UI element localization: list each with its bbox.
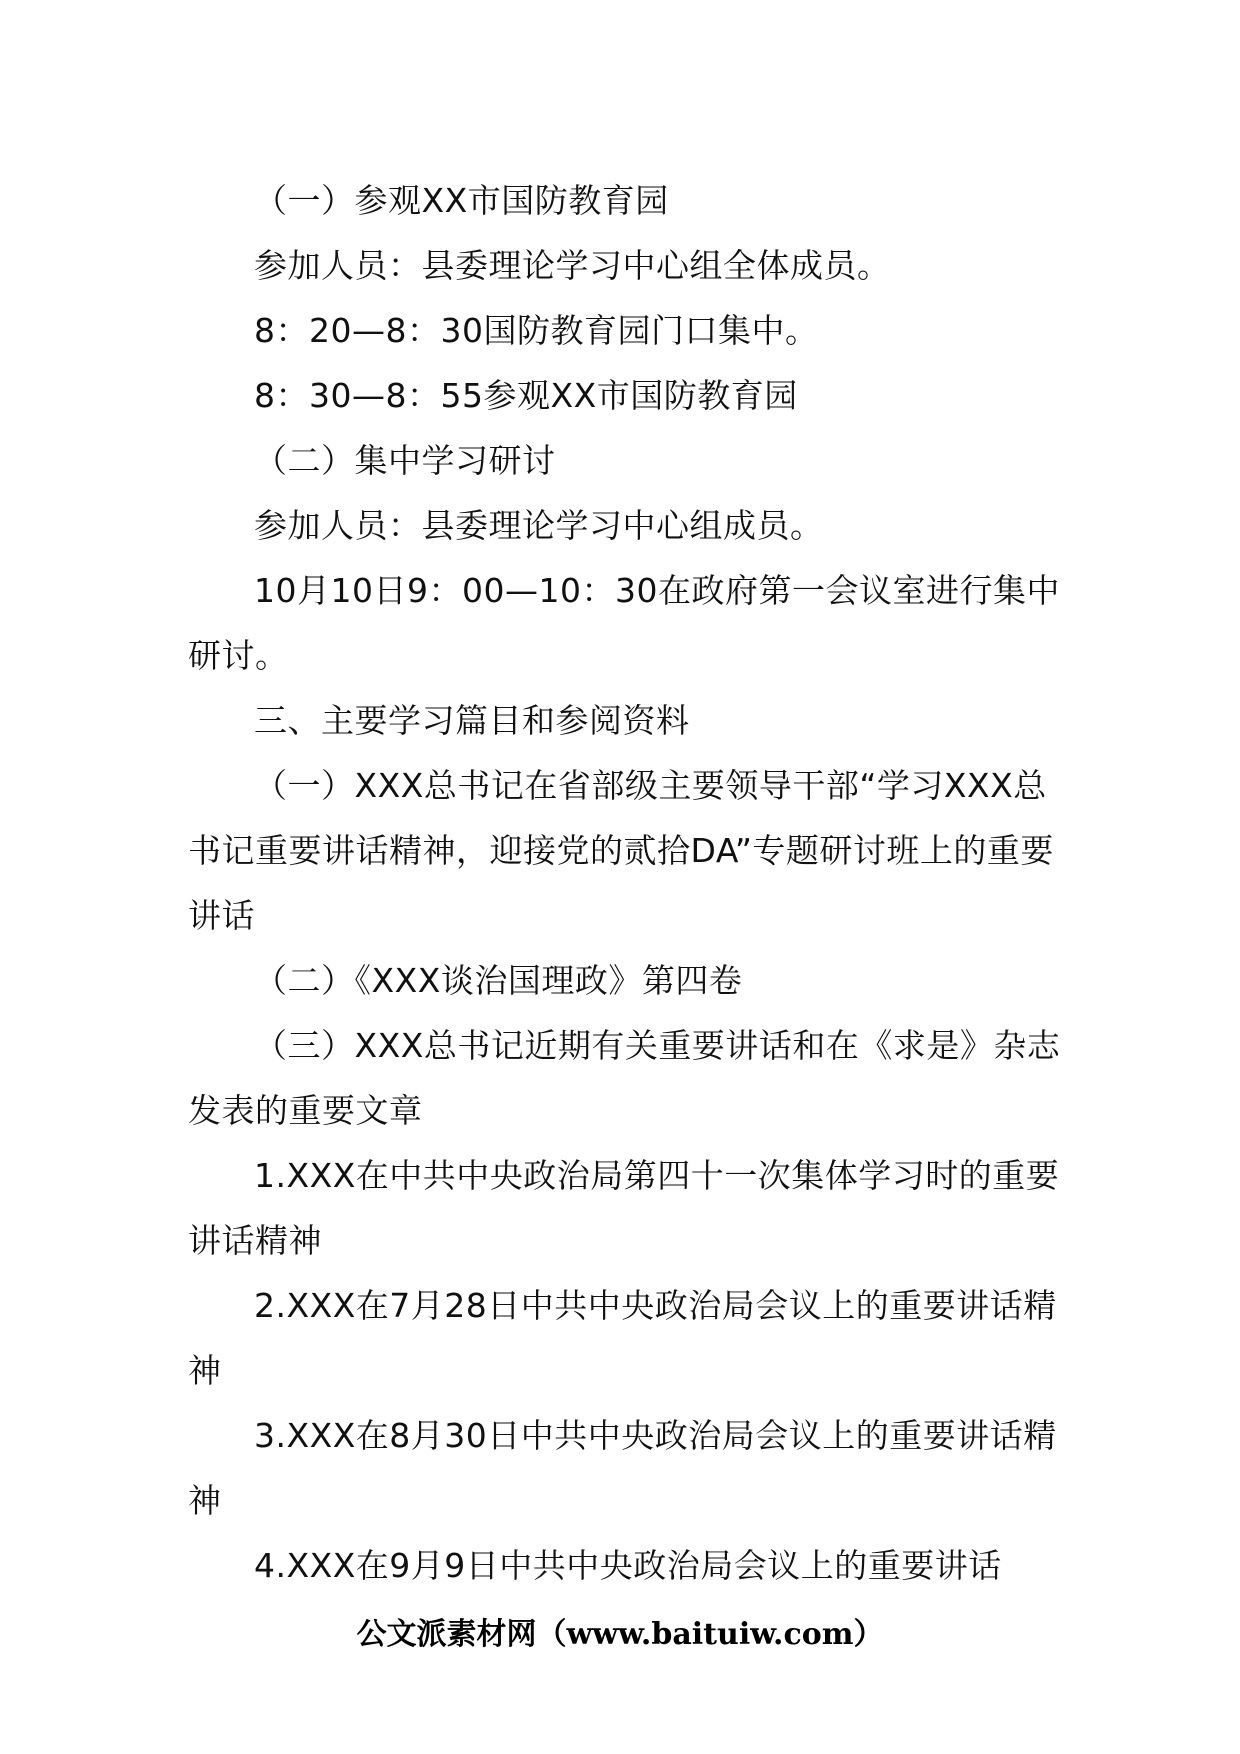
paragraph-2: 参加人员：县委理论学习中心组全体成员。 [254, 246, 891, 285]
paragraph-10: （二）《XXX谈治国理政》第四卷 [254, 961, 743, 1000]
paragraph-1: （一）参观XX市国防教育园 [254, 181, 669, 220]
list-item-4: 4.XXX在9月9日中共中央政治局会议上的重要讲话 [254, 1546, 1002, 1585]
section-heading-3: 三、主要学习篇目和参阅资料 [254, 701, 690, 740]
paragraph-4: 8：30—8：55参观XX市国防教育园 [254, 376, 798, 415]
list-item-2: 2.XXX在7月28日中共中央政治局会议上的重要讲话精神 [188, 1286, 1057, 1390]
paragraph-6: 参加人员：县委理论学习中心组成员。 [254, 506, 824, 545]
page-footer-watermark: 公文派素材网（www.baituiw.com） [356, 1617, 884, 1652]
paragraph-3: 8：20—8：30国防教育园门口集中。 [254, 311, 819, 350]
document-body [188, 168, 1068, 1598]
paragraph-5: （二）集中学习研讨 [254, 441, 556, 480]
paragraph-11: （三）XXX总书记近期有关重要讲话和在《求是》杂志发表的重要文章 [188, 1026, 1061, 1130]
list-item-1: 1.XXX在中共中央政治局第四十一次集体学习时的重要讲话精神 [188, 1156, 1060, 1260]
paragraph-9: （一）XXX总书记在省部级主要领导干部“学习XXX总书记重要讲话精神，迎接党的贰拾DA”专题研讨班上的重要讲话 [188, 766, 1054, 935]
paragraph-7: 10月10日9：00—10：30在政府第一会议室进行集中研讨。 [188, 571, 1060, 675]
list-item-3: 3.XXX在8月30日中共中央政治局会议上的重要讲话精神 [188, 1416, 1057, 1520]
